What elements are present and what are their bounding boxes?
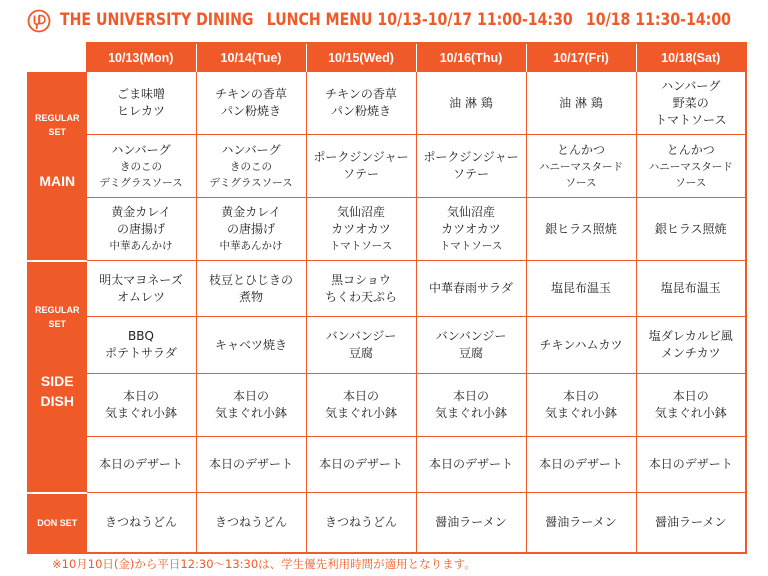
menu-cell (416, 374, 526, 437)
menu-item-line: ハニーマスタード (648, 160, 733, 173)
menu-item-line: 銀ヒラス照焼 (654, 221, 727, 236)
category-main (28, 72, 86, 261)
menu-row (28, 437, 746, 493)
menu-item-line: チキンハムカツ (539, 337, 623, 352)
menu-cell (416, 317, 526, 374)
menu-cell (636, 72, 746, 135)
menu-cell (306, 493, 416, 553)
menu-item-line: 醤油ラーメン (435, 514, 507, 529)
menu-item-line: 本日の (122, 389, 159, 403)
menu-item-line: ポークジンジャー (313, 150, 409, 164)
menu-item-line: 中華あんかけ (219, 240, 283, 252)
menu-item-line: ソース (565, 176, 597, 189)
menu-item-line: トマトソース (439, 240, 503, 252)
menu-item-line: ハンバーグ (221, 142, 281, 157)
menu-cell (306, 135, 416, 198)
page-title (60, 10, 739, 30)
menu-cell (306, 317, 416, 374)
menu-item-line: バンバンジー (435, 329, 507, 343)
menu-item-line: 黒コショウ (331, 272, 391, 287)
menu-item-line: 本日のデザート (648, 457, 733, 471)
menu-item-line: ハニーマスタード (539, 160, 623, 173)
lunch-menu-table (27, 42, 747, 554)
menu-cell (416, 198, 526, 261)
menu-cell (526, 374, 636, 437)
menu-cell (306, 198, 416, 261)
menu-item-line: 塩ダレカルビ風 (648, 329, 733, 343)
menu-item-line: チキンの香草 (325, 87, 397, 101)
menu-item-line: 醤油ラーメン (545, 514, 617, 529)
day-header: 10/14(Tue) (196, 43, 306, 72)
menu-row (28, 261, 746, 317)
category-sub-label: REGULAR SET (35, 304, 80, 329)
category-label: SIDE DISH (40, 372, 74, 409)
menu-item-line: 本日の (342, 389, 379, 403)
menu-cell (196, 437, 306, 493)
menu-item-line: ハンバーグ (661, 78, 721, 93)
menu-item-line: 本日のデザート (318, 457, 403, 471)
menu-item-line: 本日のデザート (428, 457, 513, 471)
menu-item-line: 黄金カレイ (111, 205, 171, 219)
menu-cell (196, 317, 306, 374)
menu-item-line: 豆腐 (348, 346, 373, 360)
menu-item-line: の唐揚げ (226, 222, 275, 236)
menu-item-line: 本日の (672, 389, 709, 403)
menu-item-line: カツオカツ (331, 222, 391, 236)
menu-cell (86, 437, 196, 493)
menu-item-line: 醤油ラーメン (655, 514, 727, 529)
menu-cell (526, 261, 636, 317)
menu-cell (306, 437, 416, 493)
menu-item-line: デミグラスソース (209, 176, 293, 189)
menu-item-line: きのこの (120, 160, 162, 173)
menu-item-line: 本日の (232, 389, 269, 403)
menu-item-line: 気仙沼産 (336, 205, 385, 219)
menu-cell (526, 72, 636, 135)
menu-item-line: 中華あんかけ (109, 240, 173, 252)
menu-cell (636, 317, 746, 374)
menu-cell (306, 72, 416, 135)
menu-item-line: 気まぐれ小鉢 (214, 406, 287, 420)
menu-item-line: 本日の (562, 389, 599, 403)
menu-item-line: 枝豆とひじきの (208, 272, 293, 287)
menu-item-line: トマトソース (655, 112, 727, 127)
day-header: 10/18(Sat) (636, 43, 746, 72)
menu-cell (196, 261, 306, 317)
menu-cell (416, 493, 526, 553)
menu-item-line: ハンバーグ (111, 142, 171, 157)
menu-item-line: デミグラスソース (99, 176, 183, 189)
menu-cell (86, 198, 196, 261)
menu-item-line: 塩昆布温玉 (660, 281, 721, 295)
menu-cell (526, 493, 636, 553)
menu-cell (86, 317, 196, 374)
menu-item-line: 銀ヒラス照焼 (545, 221, 617, 236)
menu-row (28, 317, 746, 374)
menu-item-line: 本日の (452, 389, 489, 403)
menu-item-line: きつねうどん (104, 514, 177, 529)
menu-item-line: 中華春雨サラダ (429, 281, 513, 295)
category-don (28, 493, 86, 553)
menu-cell (416, 135, 526, 198)
menu-cell (86, 374, 196, 437)
day-header: 10/13(Mon) (86, 43, 196, 72)
menu-item-line: チキンの香草 (215, 87, 287, 101)
menu-cell (86, 135, 196, 198)
saturday-hours: 10/18 11:30-14:00 (585, 10, 731, 30)
category-label: MAIN (39, 172, 76, 189)
menu-item-line: バンバンジー (325, 329, 397, 343)
menu-item-line: ソース (675, 176, 707, 189)
menu-cell (416, 437, 526, 493)
university-dining-logo-icon (27, 9, 51, 33)
menu-item-line: 気まぐれ小鉢 (434, 406, 507, 420)
menu-cell (526, 135, 636, 198)
menu-cell (86, 493, 196, 553)
menu-item-line: 明太マヨネーズ (99, 272, 183, 287)
menu-cell (416, 261, 526, 317)
menu-cell (416, 72, 526, 135)
menu-cell (196, 72, 306, 135)
table-corner (28, 43, 86, 72)
menu-cell (196, 135, 306, 198)
menu-row (28, 198, 746, 261)
menu-item-line: ちくわ天ぷら (324, 289, 397, 304)
menu-row (28, 374, 746, 437)
category-side (28, 261, 86, 493)
menu-item-line: とんかつ (556, 142, 605, 157)
menu-item-line: 油 淋 鶏 (559, 95, 603, 110)
day-header: 10/15(Wed) (306, 43, 416, 72)
menu-item-line: きつねうどん (214, 514, 287, 529)
menu-item-line: きのこの (230, 160, 272, 173)
menu-item-line: BBQ (128, 329, 154, 343)
menu-item-line: ポークジンジャー (423, 150, 519, 164)
menu-item-line: 気まぐれ小鉢 (654, 406, 727, 420)
lunch-menu-period: LUNCH MENU 10/13-10/17 11:00-14:30 (266, 10, 573, 30)
menu-cell (636, 261, 746, 317)
menu-cell (196, 198, 306, 261)
menu-item-line: 本日のデザート (98, 457, 183, 471)
menu-row (28, 493, 746, 553)
menu-cell (86, 72, 196, 135)
menu-item-line: メンチカツ (660, 346, 721, 360)
day-header-row (28, 43, 746, 72)
menu-item-line: の唐揚げ (116, 222, 165, 236)
menu-cell (526, 317, 636, 374)
menu-cell (196, 374, 306, 437)
menu-item-line: 油 淋 鶏 (449, 95, 493, 110)
menu-item-line: ごま味噌 (116, 87, 165, 101)
menu-cell (196, 493, 306, 553)
day-header: 10/17(Fri) (526, 43, 636, 72)
menu-item-line: 本日のデザート (208, 457, 293, 471)
menu-item-line: きつねうどん (324, 514, 397, 529)
menu-item-line: 豆腐 (458, 346, 483, 360)
menu-item-line: トマトソース (329, 240, 393, 252)
menu-item-line: ソテー (342, 167, 379, 181)
menu-cell (636, 135, 746, 198)
menu-item-line: とんかつ (666, 142, 715, 157)
menu-item-line: パン粉焼き (330, 104, 391, 118)
menu-item-line: 塩昆布温玉 (550, 281, 611, 295)
category-sub-label: REGULAR SET (35, 112, 80, 137)
menu-item-line: オムレツ (116, 289, 165, 304)
page-header (0, 0, 768, 42)
menu-item-line: 野菜の (672, 95, 709, 110)
menu-cell (306, 374, 416, 437)
menu-cell (526, 198, 636, 261)
menu-row (28, 72, 746, 135)
menu-item-line: カツオカツ (441, 222, 501, 236)
menu-cell (306, 261, 416, 317)
menu-item-line: 気仙沼産 (446, 205, 495, 219)
menu-item-line: パン粉焼き (220, 104, 281, 118)
menu-item-line: ヒレカツ (116, 104, 165, 118)
menu-item-line: 気まぐれ小鉢 (324, 406, 397, 420)
menu-cell (636, 374, 746, 437)
menu-item-line: 気まぐれ小鉢 (104, 406, 177, 420)
menu-row (28, 135, 746, 198)
menu-cell (636, 437, 746, 493)
menu-cell (636, 493, 746, 553)
menu-cell (636, 198, 746, 261)
menu-item-line: キャベツ焼き (214, 337, 287, 352)
day-header: 10/16(Thu) (416, 43, 526, 72)
dining-name: THE UNIVERSITY DINING (60, 10, 254, 30)
category-label: DON SET (37, 517, 78, 528)
menu-cell (526, 437, 636, 493)
menu-item-line: ポテトサラダ (105, 346, 177, 360)
menu-item-line: 本日のデザート (538, 457, 623, 471)
footnote: ※10月10日(金)から平日12:30〜13:30は、学生優先利用時間が適用となります。 (52, 557, 476, 571)
menu-cell (86, 261, 196, 317)
menu-item-line: ソテー (452, 167, 489, 181)
menu-item-line: 気まぐれ小鉢 (544, 406, 617, 420)
menu-item-line: 黄金カレイ (221, 205, 281, 219)
menu-item-line: 煮物 (238, 289, 263, 304)
